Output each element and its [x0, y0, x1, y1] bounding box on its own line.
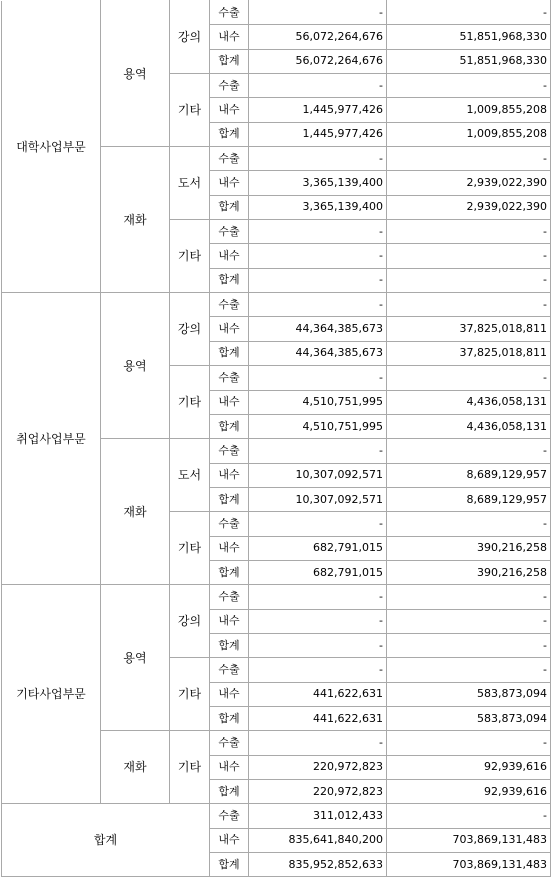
type-cell: 합계	[210, 780, 249, 804]
type-cell: 내수	[210, 244, 249, 268]
current-year-value: 220,972,823	[249, 755, 387, 779]
current-year-value: -	[249, 658, 387, 682]
prior-year-value: 37,825,018,811	[387, 341, 551, 365]
prior-year-value: 8,689,129,957	[387, 463, 551, 487]
division-cell: 대학사업부문	[2, 1, 101, 293]
type-cell: 내수	[210, 463, 249, 487]
type-cell: 합계	[210, 560, 249, 584]
type-cell: 수출	[210, 220, 249, 244]
type-cell: 합계	[210, 49, 249, 73]
current-year-value: 10,307,092,571	[249, 463, 387, 487]
type-cell: 합계	[210, 706, 249, 730]
current-year-value: 220,972,823	[249, 780, 387, 804]
prior-year-value: 4,436,058,131	[387, 414, 551, 438]
subcategory-cell: 강의	[170, 585, 210, 658]
type-cell: 합계	[210, 122, 249, 146]
prior-year-value: -	[387, 804, 551, 828]
prior-year-value: -	[387, 293, 551, 317]
current-year-value: 3,365,139,400	[249, 171, 387, 195]
prior-year-value: 51,851,968,330	[387, 49, 551, 73]
prior-year-value: 583,873,094	[387, 706, 551, 730]
current-year-value: -	[249, 147, 387, 171]
current-year-value: 1,445,977,426	[249, 122, 387, 146]
prior-year-value: 51,851,968,330	[387, 25, 551, 49]
type-cell: 내수	[210, 98, 249, 122]
current-year-value: 4,510,751,995	[249, 414, 387, 438]
division-cell: 기타사업부문	[2, 585, 101, 804]
prior-year-value: -	[387, 439, 551, 463]
prior-year-value: 390,216,258	[387, 560, 551, 584]
prior-year-value: 703,869,131,483	[387, 853, 551, 877]
current-year-value: 44,364,385,673	[249, 317, 387, 341]
current-year-value: -	[249, 609, 387, 633]
current-year-value: -	[249, 585, 387, 609]
type-cell: 수출	[210, 366, 249, 390]
type-cell: 합계	[210, 487, 249, 511]
type-cell: 합계	[210, 268, 249, 292]
prior-year-value: 4,436,058,131	[387, 390, 551, 414]
prior-year-value: 8,689,129,957	[387, 487, 551, 511]
type-cell: 수출	[210, 74, 249, 98]
current-year-value: -	[249, 293, 387, 317]
category-cell: 용역	[101, 585, 170, 731]
prior-year-value: 92,939,616	[387, 780, 551, 804]
prior-year-value: -	[387, 268, 551, 292]
type-cell: 수출	[210, 512, 249, 536]
type-cell: 수출	[210, 804, 249, 828]
type-cell: 내수	[210, 390, 249, 414]
current-year-value: 4,510,751,995	[249, 390, 387, 414]
type-cell: 수출	[210, 439, 249, 463]
type-cell: 내수	[210, 171, 249, 195]
table-row	[2, 293, 551, 317]
subcategory-cell: 도서	[170, 439, 210, 512]
sales-table	[1, 0, 551, 877]
prior-year-value: -	[387, 512, 551, 536]
current-year-value: 10,307,092,571	[249, 487, 387, 511]
division-cell: 취업사업부문	[2, 293, 101, 585]
type-cell: 내수	[210, 536, 249, 560]
current-year-value: 682,791,015	[249, 560, 387, 584]
type-cell: 내수	[210, 755, 249, 779]
current-year-value: 3,365,139,400	[249, 195, 387, 219]
current-year-value: 682,791,015	[249, 536, 387, 560]
type-cell: 내수	[210, 609, 249, 633]
prior-year-value: 2,939,022,390	[387, 171, 551, 195]
subcategory-cell: 기타	[170, 731, 210, 804]
prior-year-value: -	[387, 585, 551, 609]
current-year-value: 835,952,852,633	[249, 853, 387, 877]
type-cell: 수출	[210, 147, 249, 171]
current-year-value: 44,364,385,673	[249, 341, 387, 365]
current-year-value: -	[249, 439, 387, 463]
type-cell: 수출	[210, 293, 249, 317]
prior-year-value: 703,869,131,483	[387, 828, 551, 852]
current-year-value: -	[249, 74, 387, 98]
prior-year-value: -	[387, 147, 551, 171]
current-year-value: -	[249, 512, 387, 536]
table-row	[2, 1, 551, 25]
category-cell: 재화	[101, 731, 170, 804]
prior-year-value: 390,216,258	[387, 536, 551, 560]
prior-year-value: -	[387, 609, 551, 633]
type-cell: 내수	[210, 317, 249, 341]
subcategory-cell: 도서	[170, 147, 210, 220]
category-cell: 재화	[101, 147, 170, 293]
subcategory-cell: 강의	[170, 293, 210, 366]
type-cell: 내수	[210, 682, 249, 706]
prior-year-value: 1,009,855,208	[387, 122, 551, 146]
type-cell: 수출	[210, 585, 249, 609]
current-year-value: 56,072,264,676	[249, 49, 387, 73]
subcategory-cell: 기타	[170, 658, 210, 731]
prior-year-value: 37,825,018,811	[387, 317, 551, 341]
type-cell: 합계	[210, 633, 249, 657]
category-cell: 용역	[101, 1, 170, 147]
prior-year-value: 92,939,616	[387, 755, 551, 779]
type-cell: 내수	[210, 25, 249, 49]
total-label-cell: 합계	[2, 804, 210, 877]
subcategory-cell: 기타	[170, 366, 210, 439]
type-cell: 합계	[210, 853, 249, 877]
subcategory-cell: 기타	[170, 512, 210, 585]
current-year-value: -	[249, 366, 387, 390]
type-cell: 수출	[210, 731, 249, 755]
category-cell: 재화	[101, 439, 170, 585]
prior-year-value: -	[387, 220, 551, 244]
current-year-value: -	[249, 244, 387, 268]
type-cell: 수출	[210, 1, 249, 25]
current-year-value: -	[249, 1, 387, 25]
subcategory-cell: 기타	[170, 220, 210, 293]
current-year-value: 441,622,631	[249, 706, 387, 730]
current-year-value: 835,641,840,200	[249, 828, 387, 852]
prior-year-value: -	[387, 731, 551, 755]
subcategory-cell: 강의	[170, 1, 210, 74]
type-cell: 합계	[210, 414, 249, 438]
category-cell: 용역	[101, 293, 170, 439]
current-year-value: 1,445,977,426	[249, 98, 387, 122]
current-year-value: 56,072,264,676	[249, 25, 387, 49]
table-row	[2, 804, 551, 828]
prior-year-value: -	[387, 244, 551, 268]
prior-year-value: 1,009,855,208	[387, 98, 551, 122]
prior-year-value: -	[387, 633, 551, 657]
prior-year-value: -	[387, 366, 551, 390]
type-cell: 합계	[210, 341, 249, 365]
current-year-value: 311,012,433	[249, 804, 387, 828]
current-year-value: -	[249, 731, 387, 755]
type-cell: 내수	[210, 828, 249, 852]
table-row	[2, 585, 551, 609]
current-year-value: -	[249, 268, 387, 292]
prior-year-value: 583,873,094	[387, 682, 551, 706]
subcategory-cell: 기타	[170, 74, 210, 147]
prior-year-value: -	[387, 658, 551, 682]
type-cell: 합계	[210, 195, 249, 219]
current-year-value: 441,622,631	[249, 682, 387, 706]
prior-year-value: -	[387, 74, 551, 98]
current-year-value: -	[249, 633, 387, 657]
prior-year-value: 2,939,022,390	[387, 195, 551, 219]
sales-table-body	[2, 1, 551, 877]
prior-year-value: -	[387, 1, 551, 25]
type-cell: 수출	[210, 658, 249, 682]
current-year-value: -	[249, 220, 387, 244]
